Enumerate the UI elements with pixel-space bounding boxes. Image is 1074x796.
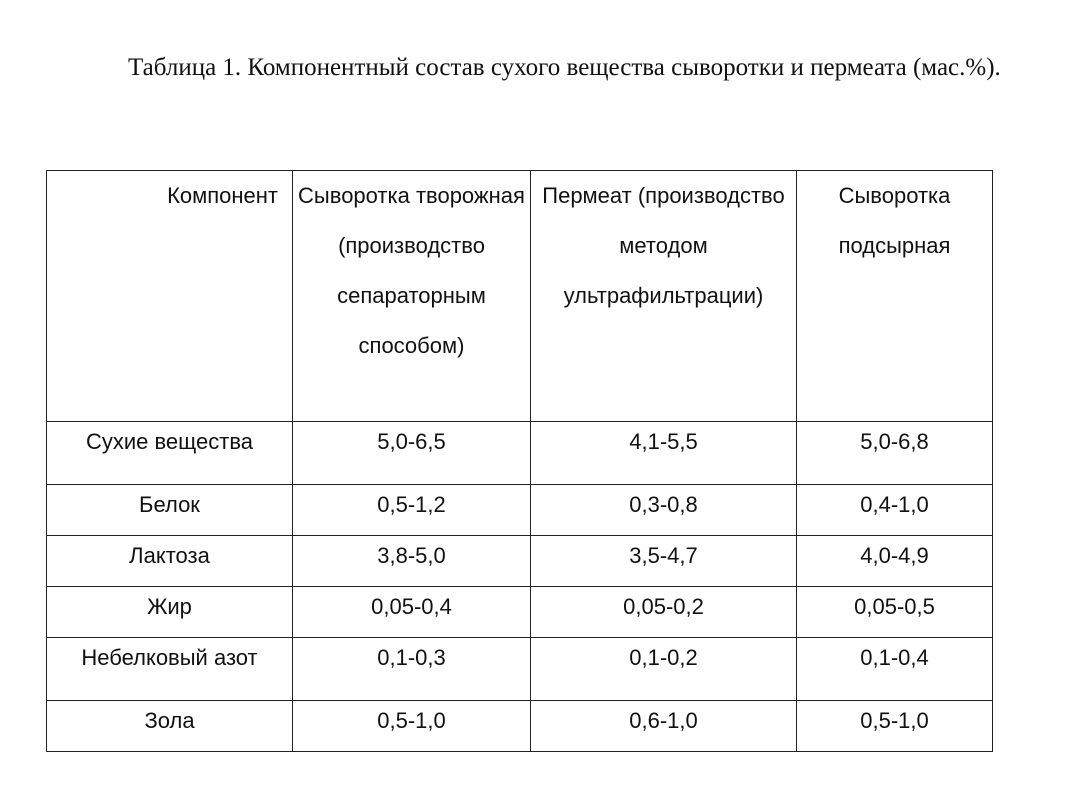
cell-value: 0,3-0,8 (531, 485, 797, 536)
cell-value: 0,5-1,0 (293, 701, 531, 752)
cell-value: 0,05-0,5 (797, 587, 993, 638)
cell-value: 4,0-4,9 (797, 536, 993, 587)
cell-value: 3,8-5,0 (293, 536, 531, 587)
header-curd-whey: Сыворотка творожная (производство сепараторным способом) (293, 171, 531, 422)
cell-value: 0,1-0,4 (797, 638, 993, 701)
row-label: Зола (47, 701, 293, 752)
cell-value: 0,6-1,0 (531, 701, 797, 752)
composition-table (46, 170, 993, 752)
row-label: Жир (47, 587, 293, 638)
table-row (47, 587, 993, 638)
row-label: Сухие вещества (47, 422, 293, 485)
table-caption: Таблица 1. Компонентный состав сухого вещества сыворотки и пермеата (мас.%). (128, 54, 1001, 81)
table-row (47, 422, 993, 485)
cell-value: 4,1-5,5 (531, 422, 797, 485)
cell-value: 0,05-0,4 (293, 587, 531, 638)
header-cheese-whey: Сыворотка подсырная (797, 171, 993, 422)
header-permeate: Пермеат (производство методом ультрафильтрации) (531, 171, 797, 422)
cell-value: 0,1-0,2 (531, 638, 797, 701)
table-row (47, 701, 993, 752)
row-label: Белок (47, 485, 293, 536)
cell-value: 5,0-6,5 (293, 422, 531, 485)
row-label: Небелковый азот (47, 638, 293, 701)
cell-value: 0,4-1,0 (797, 485, 993, 536)
table-row (47, 638, 993, 701)
cell-value: 0,1-0,3 (293, 638, 531, 701)
table-header-row (47, 171, 993, 422)
cell-value: 0,5-1,2 (293, 485, 531, 536)
cell-value: 0,05-0,2 (531, 587, 797, 638)
cell-value: 0,5-1,0 (797, 701, 993, 752)
cell-value: 5,0-6,8 (797, 422, 993, 485)
table-row (47, 485, 993, 536)
cell-value: 3,5-4,7 (531, 536, 797, 587)
header-component: Компонент (47, 171, 293, 422)
table-row (47, 536, 993, 587)
row-label: Лактоза (47, 536, 293, 587)
